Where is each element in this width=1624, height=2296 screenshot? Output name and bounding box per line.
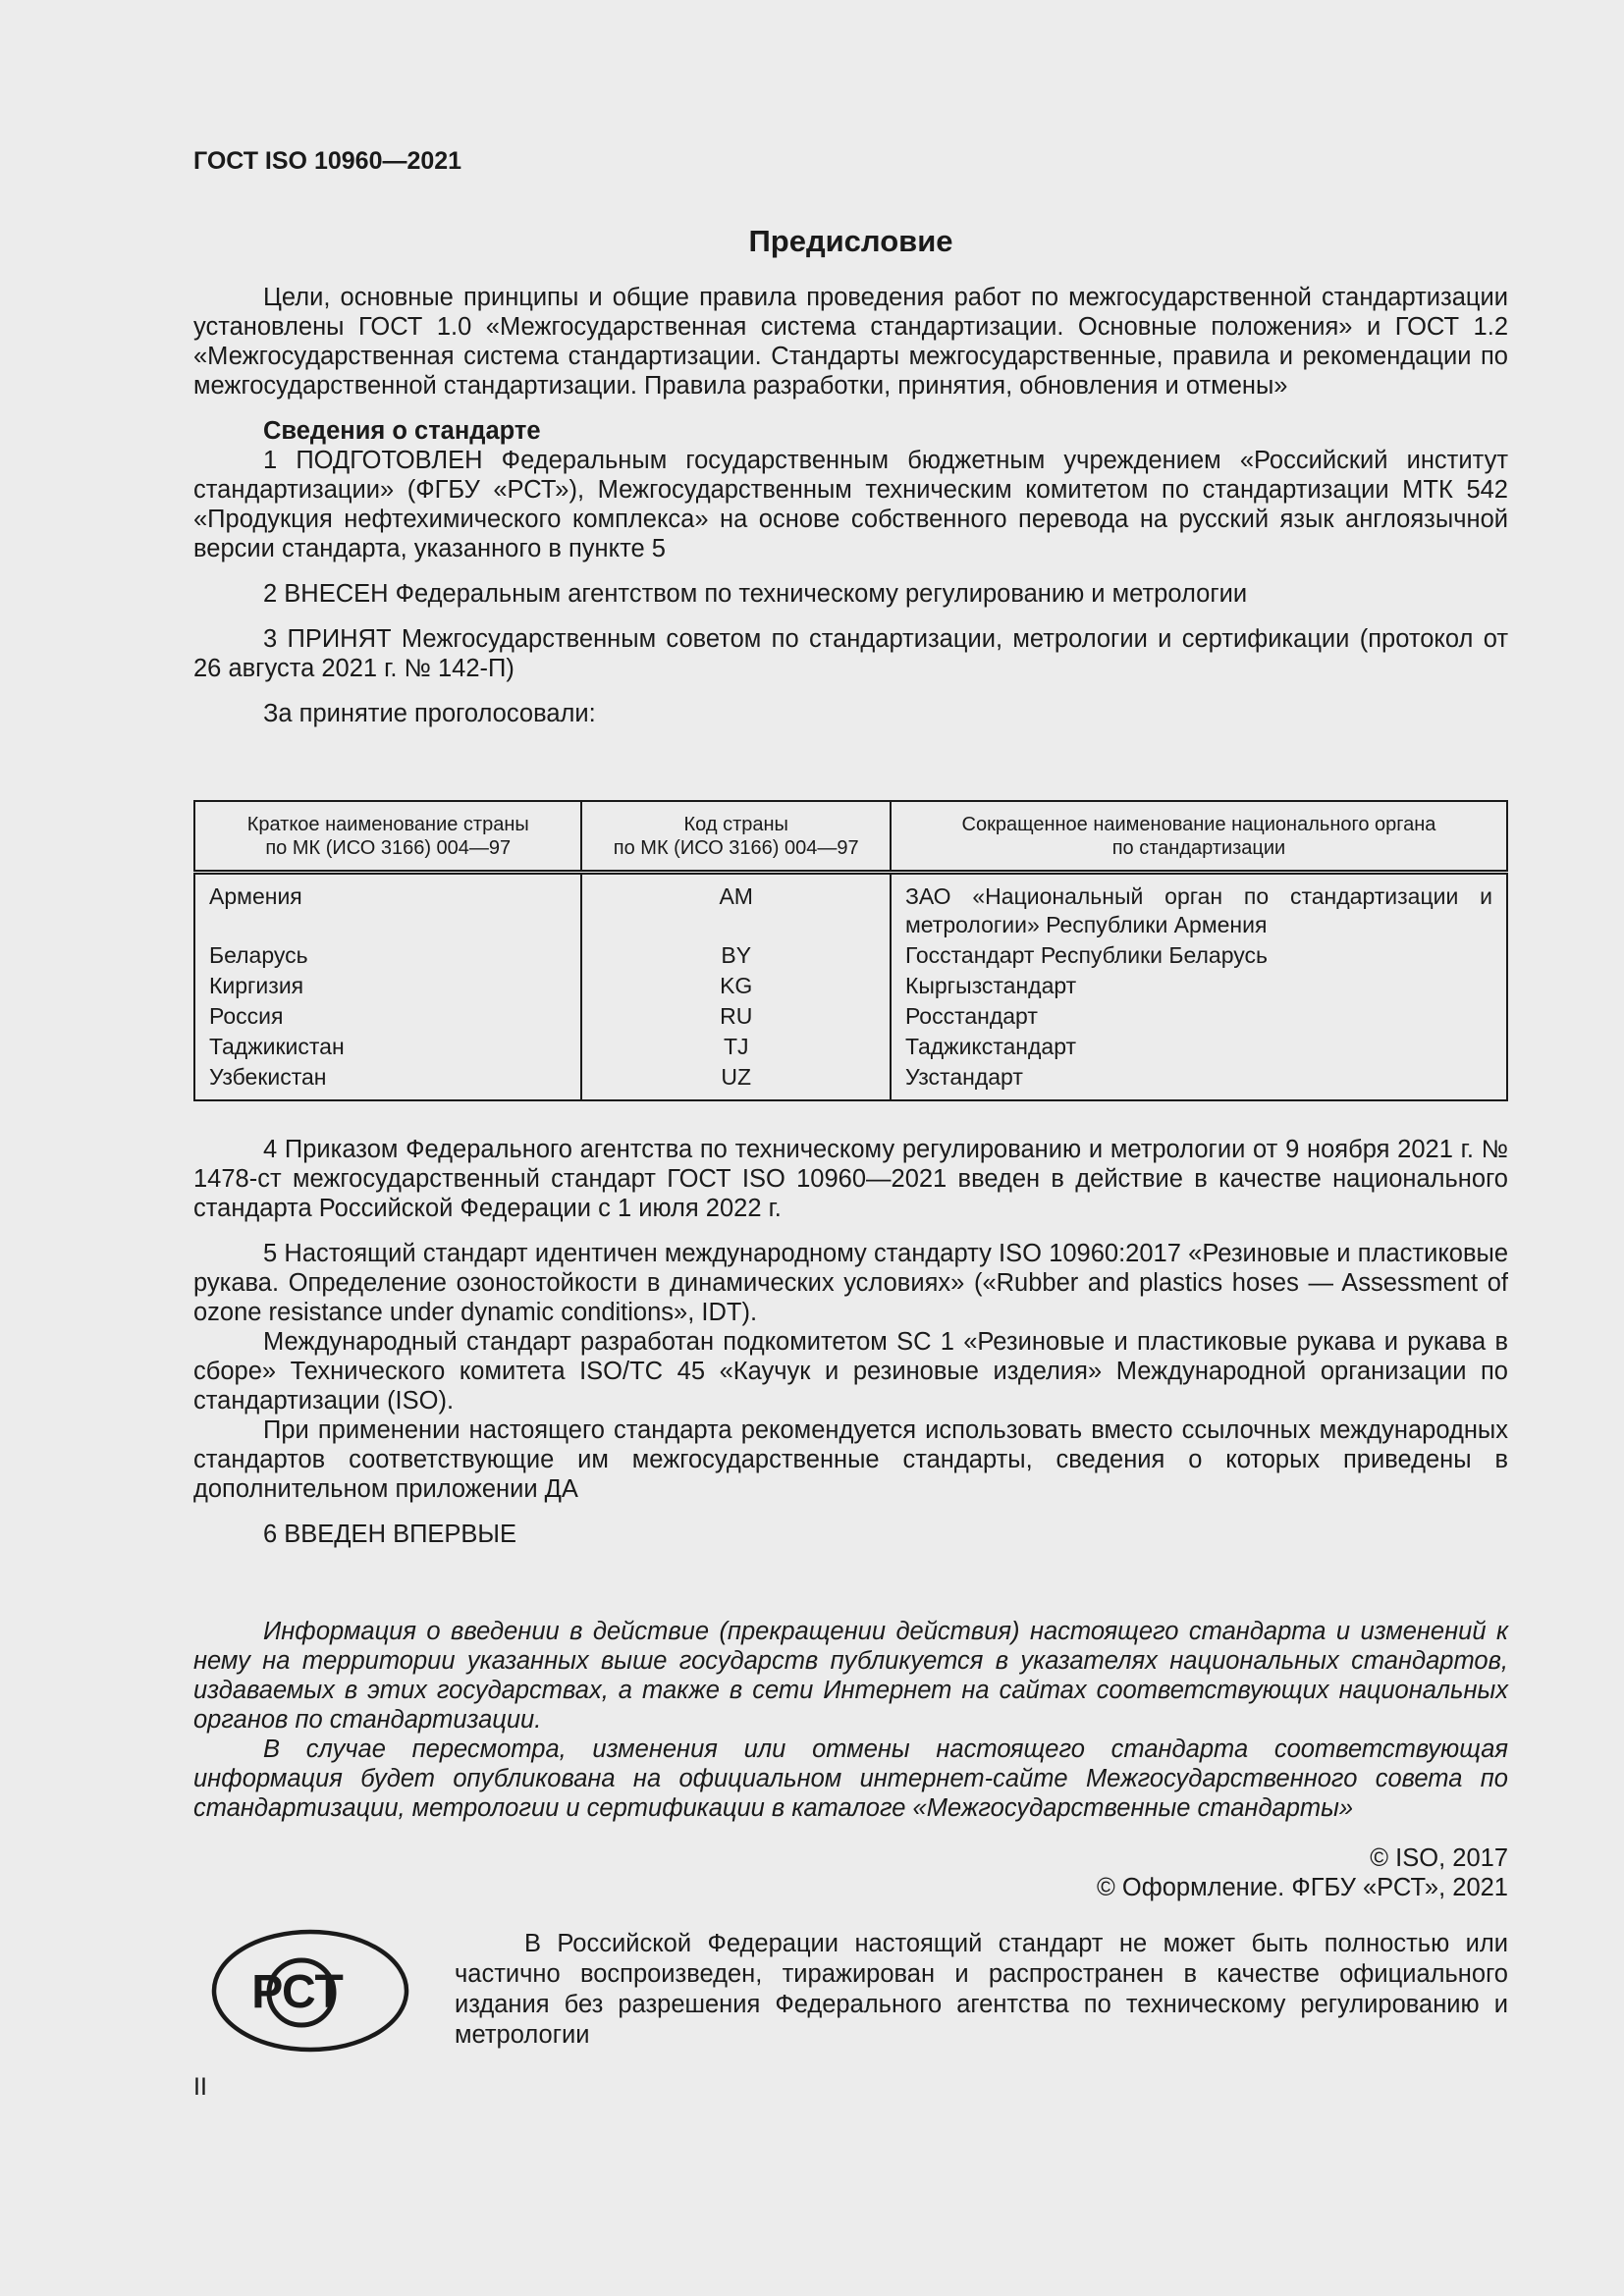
item-4: 4 Приказом Федерального агентства по техническому регулированию и метрологии от 9 ноября 2021 г. № 1478-ст межгосударственный стандарт ГОСТ ISO 10960—2021 введен в действие в качестве национального стандарта Российской Федерации с 1 июля 2022 г. [193, 1136, 1508, 1222]
code-cell: BY [581, 940, 890, 971]
intro-paragraph: Цели, основные принципы и общие правила проведения работ по межгосударственной стандартизации установлены ГОСТ 1.0 «Межгосударственная система стандартизации. Основные положения» и ГОСТ 1.2 «Межгосударственная система стандартизации. Стандарты межгосударственные, правила и рекомендации по межгосударственной стандартизации. Правила разработки, принятия, обновления и отмены» [193, 284, 1508, 400]
item-3: 3 ПРИНЯТ Межгосударственным советом по стандартизации, метрологии и сертификации (протокол от 26 августа 2021 г. № 142-П) [193, 625, 1508, 682]
code-cell: AM [581, 873, 890, 941]
rst-logo-icon [211, 1929, 409, 2053]
code-cell: KG [581, 971, 890, 1001]
table-row [194, 873, 1507, 941]
italic-notes [193, 1617, 1508, 1823]
table-row [194, 1062, 1507, 1100]
table-header-row [194, 801, 1507, 873]
italic-note-info: Информация о введении в действие (прекращении действия) настоящего стандарта и изменений к нему на территории указанных выше государств публикуется в указателях национальных стандартов, издаваемых в этих государствах, а также в сети Интернет на сайтах соответствующих национальных органов по стандартизации. [193, 1618, 1508, 1734]
item-5: 5 Настоящий стандарт идентичен международному стандарту ISO 10960:2017 «Резиновые и пластиковые рукава. Определение озоностойкости в динамических условиях» («Rubber and plastics hoses — Assessment of ozone resistance under dynamic conditions», IDT). [193, 1240, 1508, 1326]
table-row [194, 1032, 1507, 1062]
country-cell: Россия [194, 1001, 581, 1032]
organ-cell: Таджикстандарт [891, 1032, 1507, 1062]
table-row [194, 971, 1507, 1001]
rst-logo-text: РСТ [251, 1966, 344, 2018]
column-header-country: Краткое наименование страны по МК (ИСО 3166) 004—97 [194, 801, 581, 873]
item-6: 6 ВВЕДЕН ВПЕРВЫЕ [263, 1521, 517, 1548]
table-row [194, 940, 1507, 971]
voters-table-wrap [193, 800, 1508, 1101]
item-5-origin: Международный стандарт разработан подкомитетом SC 1 «Резиновые и пластиковые рукава и рукава в сборе» Технического комитета ISO/TC 45 «Каучук и резиновые изделия» Международной организации по стандартизации (ISO). [193, 1328, 1508, 1415]
rst-logo [211, 1929, 409, 2057]
voted-label: За принятие проголосовали: [263, 700, 596, 727]
italic-note-revision: В случае пересмотра, изменения или отмены настоящего стандарта соответствующая информация будет опубликована на официальном интернет-сайте Межгосударственного совета по стандартизации, метрологии и сертификации в каталоге «Межгосударственные стандарты» [193, 1735, 1508, 1822]
item-5-references: При применении настоящего стандарта рекомендуется использовать вместо ссылочных международных стандартов соответствующие им межгосударственные стандарты, сведения о которых приведены в дополнительном приложении ДА [193, 1416, 1508, 1503]
item-1: 1 ПОДГОТОВЛЕН Федеральным государственным бюджетным учреждением «Российский институт стандартизации» (ФГБУ «РСТ»), Межгосударственным техническим комитетом по стандартизации МТК 542 «Продукция нефтехимического комплекса» на основе собственного перевода на русский язык англоязычной версии стандарта, указанного в пункте 5 [193, 447, 1508, 562]
item-2: 2 ВНЕСЕН Федеральным агентством по техническому регулированию и метрологии [263, 580, 1248, 608]
main-text-block [193, 283, 1508, 728]
organ-cell: Узстандарт [891, 1062, 1507, 1100]
info-heading: Сведения о стандарте [263, 417, 541, 445]
country-cell: Беларусь [194, 940, 581, 971]
page-number: II [193, 2073, 207, 2101]
table-row [194, 1001, 1507, 1032]
country-cell: Армения [194, 873, 581, 941]
code-cell: TJ [581, 1032, 890, 1062]
copyright-rst: © Оформление. ФГБУ «РСТ», 2021 [1097, 1874, 1508, 1901]
column-header-code: Код страны по МК (ИСО 3166) 004—97 [581, 801, 890, 873]
column-header-organ: Сокращенное наименование национального органа по стандартизации [891, 801, 1507, 873]
code-cell: UZ [581, 1062, 890, 1100]
voters-table [193, 800, 1508, 1101]
country-cell: Киргизия [194, 971, 581, 1001]
standard-code-header: ГОСТ ISO 10960—2021 [193, 147, 462, 175]
organ-cell: Росстандарт [891, 1001, 1507, 1032]
organ-cell: Госстандарт Республики Беларусь [891, 940, 1507, 971]
organ-cell: Кыргызстандарт [891, 971, 1507, 1001]
page-title: Предисловие [748, 224, 953, 258]
code-cell: RU [581, 1001, 890, 1032]
items-after-table [193, 1135, 1508, 1549]
organ-cell: ЗАО «Национальный орган по стандартизации и метрологии» Республики Армения [891, 873, 1507, 941]
country-cell: Таджикистан [194, 1032, 581, 1062]
reproduction-notice: В Российской Федерации настоящий стандарт не может быть полностью или частично воспроизведен, тиражирован и распространен в качестве официального издания без разрешения Федерального агентства по техническому регулированию и метрологии [455, 1930, 1508, 2049]
country-cell: Узбекистан [194, 1062, 581, 1100]
copyright-block [193, 1843, 1508, 1902]
copyright-iso: © ISO, 2017 [1370, 1844, 1508, 1872]
